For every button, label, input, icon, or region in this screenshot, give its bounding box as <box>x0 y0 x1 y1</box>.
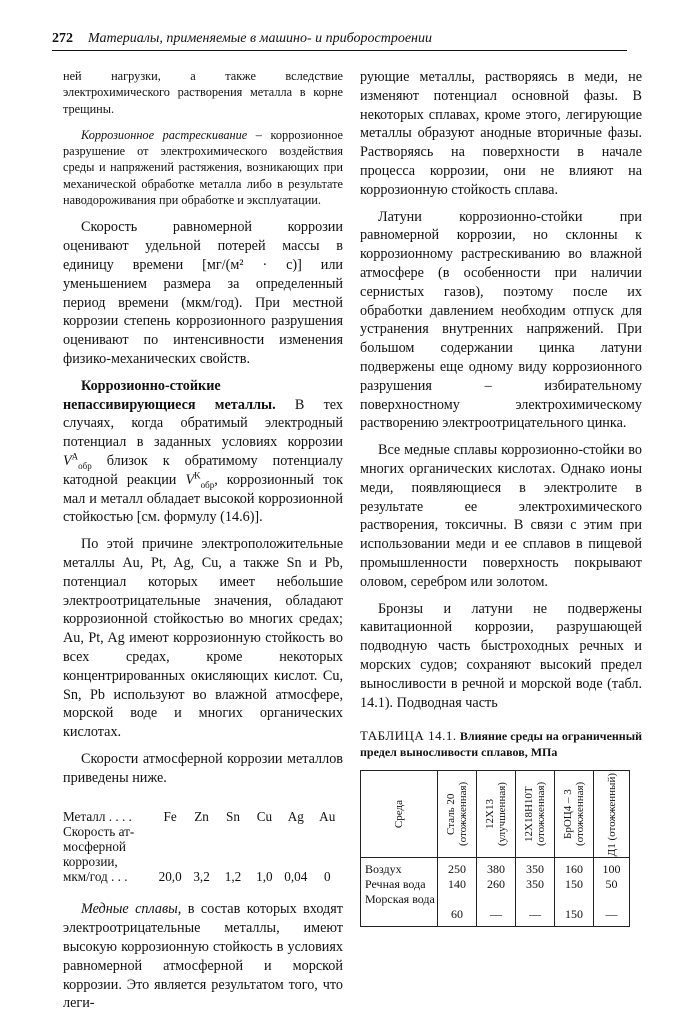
corrosion-rate-table <box>63 809 343 884</box>
table-row <box>63 854 343 869</box>
value-cell: 100 50 — <box>594 858 630 927</box>
fatigue-limit-table <box>360 770 630 927</box>
table-row <box>361 858 630 927</box>
subscript: обр <box>200 479 215 490</box>
table-row <box>63 824 343 839</box>
column-header: Д1 (отожженный) <box>594 771 630 858</box>
value-cell: 350 350 — <box>516 858 555 927</box>
paragraph: Латуни коррозионно-стойки при равномерной коррозии, но склонны к коррозионному растрескиванию во влажной атмосфере (в особенности при наличии сернистых газов), поэтому после их обработки давлением необходим отпуск для устранения внутренних напряжений. При большом содержании цинка латуни подвержены еще одному виду коррозионного разрушения – избирательному поверхностному электрохимическому растворению электроотрицательного цинка. <box>360 208 642 432</box>
section-heading: Коррозионно-стойкие непассивирующиеся металлы. <box>63 377 276 413</box>
row-label: мкм/год . . . <box>63 869 128 885</box>
subscript: обр <box>78 460 92 471</box>
value-cell: 380 260 — <box>477 858 516 927</box>
rate-cell: 1,2 <box>224 869 242 885</box>
table-title: Влияние среды на ограниченный предел выносливости сплавов, МПа <box>360 729 643 760</box>
term: Коррозионное растрескивание <box>81 127 248 142</box>
right-column <box>360 68 642 927</box>
paragraph: Скорости атмосферной коррозии металлов приведены ниже. <box>63 750 343 786</box>
metal-cell: Cu <box>256 809 273 825</box>
table-label: ТАБЛИЦА 14.1. <box>360 728 457 744</box>
text: близок к обратимому потенциалу катодной реакции <box>63 452 343 488</box>
table-row <box>63 869 343 884</box>
rate-cell: 0 <box>323 869 331 885</box>
table-header-row <box>361 771 630 858</box>
row-label: Скорость ат- <box>63 824 135 840</box>
superscript: K <box>194 470 201 480</box>
running-header <box>52 26 627 51</box>
column-header: Среда <box>361 771 438 858</box>
table-row <box>63 809 343 824</box>
symbol: V <box>63 452 72 469</box>
paragraph <box>63 900 343 1013</box>
value-cell: 160 150 150 <box>555 858 594 927</box>
column-header: 12Х13 (улучшенная) <box>477 771 516 858</box>
text: – коррозионное разрушение от электрохимического воздействия среды и напряжений растяжения, возникающих при механической обработке металла либо в результате наводороживания при обработке и эксплуатации. <box>63 127 343 208</box>
text: , в состав которых входят электроотрицательные металлы, имеют высокую коррозионную стойкость в условиях равномерной атмосферной и морской коррозии. Это является результатом того, что леги- <box>63 901 343 1012</box>
symbol: V <box>185 471 195 488</box>
rate-cell: 3,2 <box>193 869 210 885</box>
column-header: Сталь 20 (отожженная) <box>438 771 477 858</box>
row-label: коррозии, <box>63 854 118 870</box>
metal-cell: Au <box>319 809 336 825</box>
running-title: Материалы, применяемые в машино- и приборостроении <box>88 31 432 46</box>
paragraph: рующие металлы, растворяясь в меди, не изменяют потенциал основной фазы. В некоторых сплавах, кроме этого, легирующие металлы образуют анодные вторичные фазы. Растворяясь на поверхности в начале процесса коррозии, они не влияют на коррозионную стойкость сплава. <box>360 69 642 198</box>
metal-cell: Zn <box>194 809 209 825</box>
paragraph: ней нагрузки, а также вследствие электрохимического растворения металла в корне трещины. <box>63 69 343 116</box>
table-caption <box>360 728 642 760</box>
paragraph: Бронзы и латуни не подвержены кавитационной коррозии, разрушающей подводную часть быстроходных речных и морских судов; сохраняют высокий предел выносливости в речной и морской воде (табл. 14.1). Подводная часть <box>360 600 642 711</box>
paragraph: Все медные сплавы коррозионно-стойки во многих органических кислотах. Однако ионы меди, появляющиеся в электролите в результате ее электрохимического растворения, токсичны. В связи с этим при использовании меди и ее сплавов в пищевой промышленности поверхность покрывают оловом, серебром или золотом. <box>360 442 642 590</box>
rate-cell: 20,0 <box>158 869 182 885</box>
paragraph <box>63 377 343 527</box>
row-label: мосферной <box>63 839 126 855</box>
column-header: БрОЦ4 – 3 (отожженная) <box>555 771 594 858</box>
metal-cell: Sn <box>226 809 240 825</box>
page-number: 272 <box>52 31 73 46</box>
text: , коррозионный ток мал и металл обладает высокой коррозионной стойкостью [см. формулу (14.6)]. <box>63 471 343 526</box>
paragraph <box>63 127 343 208</box>
rate-cell: 0,04 <box>284 869 308 885</box>
left-column <box>63 68 343 1021</box>
column-header: 12Х18Н10Т (отожженная) <box>516 771 555 858</box>
table-row <box>63 839 343 854</box>
text: В тех случаях, когда обратимый электродный потенциал в заданных условиях коррозии <box>63 396 343 451</box>
paragraph: Скорость равномерной коррозии оценивают удельной потерей массы в единицу времени [мг/(м² · с)] или уменьшением размера за определенный период времени (мкм/год). При местной коррозии степень коррозионного разрушения оценивают по интенсивности изменения физико-механических свойств. <box>63 219 343 367</box>
paragraph: По этой причине электроположительные металлы Au, Pt, Ag, Cu, а также Sn и Pb, потенциал которых имеет небольшие электроотрицательные значения, обладают коррозионной стойкостью во многих средах; Au, Pt, Ag имеют коррозионную стойкость во всех средах, кроме некоторых концентрированных окисляющих кислот. Cu, Sn, Pb используют во влажной атмосфере, морской воде и многих органических кислотах. <box>63 536 343 741</box>
term: Медные сплавы <box>81 901 178 918</box>
value-cell: 250 140 60 <box>438 858 477 927</box>
superscript: A <box>71 451 79 462</box>
row-label: Металл . . . . <box>63 809 132 825</box>
metal-cell: Ag <box>287 809 304 825</box>
metal-cell: Fe <box>163 809 177 825</box>
rate-cell: 1,0 <box>256 869 273 885</box>
env-cell: Воздух Речная вода Морская вода <box>361 858 438 927</box>
